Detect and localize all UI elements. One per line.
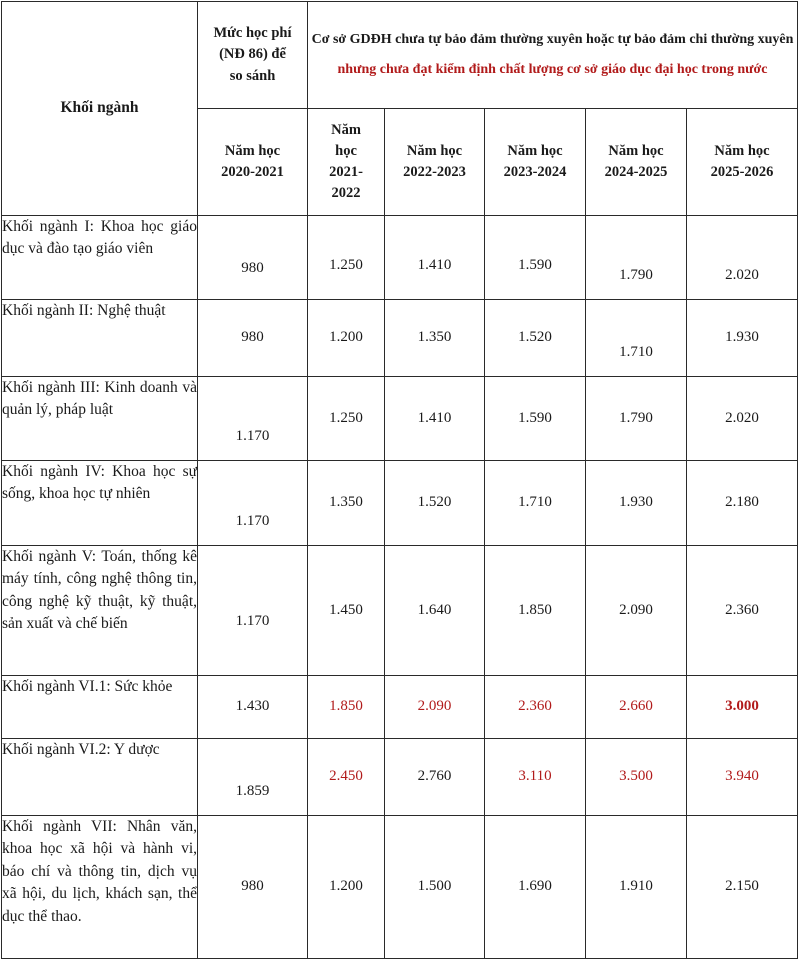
value-cell: 1.170 xyxy=(198,546,308,676)
tuition-fee-table xyxy=(1,1,798,959)
value-cell: 2.020 xyxy=(687,377,798,461)
value-cell: 980 xyxy=(198,300,308,377)
value-cell: 1.640 xyxy=(385,546,485,676)
value-cell: 1.790 xyxy=(586,216,687,300)
value-cell: 2.760 xyxy=(385,739,485,816)
table-row xyxy=(2,216,798,300)
value-cell: 980 xyxy=(198,216,308,300)
value-cell: 1.930 xyxy=(687,300,798,377)
value-cell: 1.500 xyxy=(385,816,485,959)
value-cell-highlight: 2.360 xyxy=(485,676,586,739)
value-cell: 1.200 xyxy=(308,816,385,959)
year-header-2024: Năm học 2024-2025 xyxy=(586,109,687,216)
year-header-2020: Năm học 2020-2021 xyxy=(198,109,308,216)
year-header-2025: Năm học 2025-2026 xyxy=(687,109,798,216)
institution-group-header xyxy=(308,2,798,109)
value-cell: 1.200 xyxy=(308,300,385,377)
year-header-2022: Năm học 2022-2023 xyxy=(385,109,485,216)
value-cell-highlight: 2.450 xyxy=(308,739,385,816)
category-header: Khối ngành xyxy=(2,2,198,216)
value-cell: 1.170 xyxy=(198,461,308,546)
row-category-name: Khối ngành VI.2: Y dược xyxy=(2,739,198,816)
value-cell: 2.090 xyxy=(586,546,687,676)
row-category-name: Khối ngành V: Toán, thống kê máy tính, công nghệ thông tin, công nghệ kỹ thuật, kỹ thuật, sản xuất và chế biến xyxy=(2,546,198,676)
table-row xyxy=(2,816,798,959)
row-category-name: Khối ngành II: Nghệ thuật xyxy=(2,300,198,377)
table-row xyxy=(2,739,798,816)
value-cell-highlight: 2.090 xyxy=(385,676,485,739)
row-category-name: Khối ngành IV: Khoa học sự sống, khoa học tự nhiên xyxy=(2,461,198,546)
header-row-1 xyxy=(2,2,798,109)
value-cell: 1.859 xyxy=(198,739,308,816)
value-cell: 1.690 xyxy=(485,816,586,959)
compare-header: Mức học phí (NĐ 86) để so sánh xyxy=(198,2,308,109)
row-category-name: Khối ngành I: Khoa học giáo dục và đào tạo giáo viên xyxy=(2,216,198,300)
value-cell: 1.350 xyxy=(308,461,385,546)
value-cell: 2.360 xyxy=(687,546,798,676)
table-row xyxy=(2,676,798,739)
value-cell: 1.710 xyxy=(586,300,687,377)
value-cell-highlight: 3.500 xyxy=(586,739,687,816)
group-header-text: Cơ sở GDĐH chưa tự bảo đảm thường xuyên hoặc tự bảo đảm chi thường xuyên xyxy=(311,32,794,47)
value-cell: 1.590 xyxy=(485,216,586,300)
row-category-name: Khối ngành VI.1: Sức khỏe xyxy=(2,676,198,739)
table-row xyxy=(2,461,798,546)
value-cell: 1.170 xyxy=(198,377,308,461)
value-cell-highlight: 2.660 xyxy=(586,676,687,739)
value-cell: 1.930 xyxy=(586,461,687,546)
value-cell-highlight: 3.110 xyxy=(485,739,586,816)
value-cell: 1.590 xyxy=(485,377,586,461)
value-cell: 1.250 xyxy=(308,216,385,300)
value-cell: 1.790 xyxy=(586,377,687,461)
row-category-name: Khối ngành III: Kinh doanh và quản lý, pháp luật xyxy=(2,377,198,461)
value-cell: 2.020 xyxy=(687,216,798,300)
table-row xyxy=(2,546,798,676)
year-header-2021: Năm học 2021-2022 xyxy=(308,109,385,216)
value-cell: 1.350 xyxy=(385,300,485,377)
value-cell: 1.520 xyxy=(385,461,485,546)
value-cell: 1.710 xyxy=(485,461,586,546)
table-row xyxy=(2,300,798,377)
value-cell: 2.150 xyxy=(687,816,798,959)
value-cell: 1.410 xyxy=(385,216,485,300)
value-cell: 1.430 xyxy=(198,676,308,739)
year-header-2023: Năm học 2023-2024 xyxy=(485,109,586,216)
value-cell: 1.450 xyxy=(308,546,385,676)
value-cell: 1.850 xyxy=(485,546,586,676)
value-cell-highlight: 3.000 xyxy=(687,676,798,739)
value-cell: 1.910 xyxy=(586,816,687,959)
table-row xyxy=(2,377,798,461)
value-cell: 1.250 xyxy=(308,377,385,461)
group-header-highlight: nhưng chưa đạt kiểm định chất lượng cơ sở giáo dục đại học trong nước xyxy=(337,62,768,77)
row-category-name: Khối ngành VII: Nhân văn, khoa học xã hội và hành vi, báo chí và thông tin, dịch vụ xã hội, du lịch, khách sạn, thể dục thể thao. xyxy=(2,816,198,959)
value-cell: 1.410 xyxy=(385,377,485,461)
value-cell-highlight: 3.940 xyxy=(687,739,798,816)
value-cell: 980 xyxy=(198,816,308,959)
value-cell-highlight: 1.850 xyxy=(308,676,385,739)
value-cell: 2.180 xyxy=(687,461,798,546)
value-cell: 1.520 xyxy=(485,300,586,377)
